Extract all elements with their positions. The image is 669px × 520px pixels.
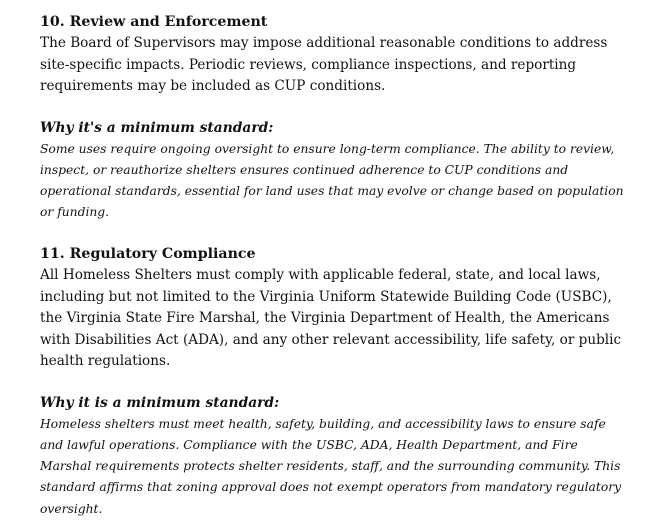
section-review-enforcement [40, 12, 625, 223]
section-body: All Homeless Shelters must comply with applicable federal, state, and local laws, including but not limited to the Virginia Uniform Statewide Building Code (USBC), the Virginia State Fire Marshal, the Virginia Department of Health, the Americans with Disabilities Act (ADA), and any other relevant accessibility, life safety, or public health regulations. [40, 267, 622, 370]
why-minimum-standard-title: Why it is a minimum standard: [40, 394, 280, 411]
section-heading: 11. Regulatory Compliance [40, 246, 256, 263]
document-page [40, 12, 625, 520]
section-heading: 10. Review and Enforcement [40, 14, 268, 30]
why-minimum-standard-text: Some uses require ongoing oversight to ensure long-term compliance. The ability to review, inspect, or reauthorize shelters ensures continued adherence to CUP conditions and operational standards, essential for land uses that may evolve or change based on population or funding. [40, 141, 624, 220]
why-minimum-standard-title: Why it's a minimum standard: [40, 119, 274, 136]
section-spacer [40, 223, 625, 244]
why-minimum-standard-text: Homeless shelters must meet health, safety, building, and accessibility laws to ensure safe and lawful operations. Compliance with the USBC, ADA, Health Department, and Fire Marshal requirements protects shelter residents, staff, and the surrounding community. This standard affirms that zoning approval does not exempt operators from mandatory regulatory oversight. [40, 416, 622, 516]
section-body: The Board of Supervisors may impose additional reasonable conditions to address site-specific impacts. Periodic reviews, compliance inspections, and reporting requirements may be included as CUP conditions. [40, 35, 608, 94]
section-regulatory-compliance [40, 244, 625, 520]
